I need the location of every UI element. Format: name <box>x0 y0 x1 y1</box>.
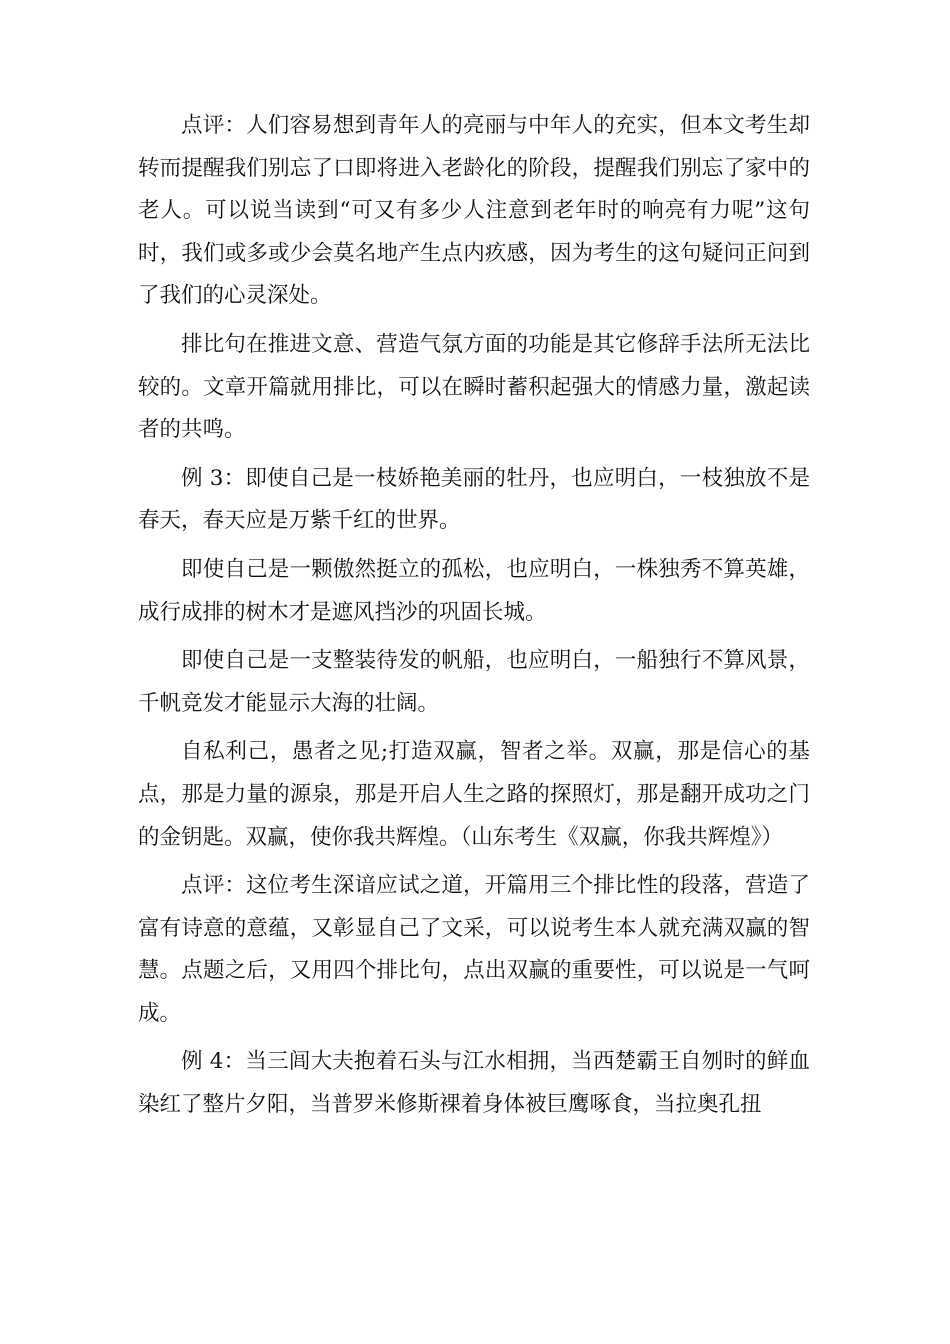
document-body <box>138 105 810 1127</box>
paragraph-win-win: 自私利己，愚者之见;打造双赢，智者之举。双赢，那是信心的基点，那是力量的源泉，那是开启人生之路的探照灯，那是翻开成功之门的金钥匙。双赢，使你我共辉煌。（山东考生《双赢，你我共辉煌》） <box>138 739 810 850</box>
paragraph-example-4: 例 4：当三闾大夫抱着石头与江水相拥，当西楚霸王自刎时的鲜血染红了整片夕阳，当普罗米修斯裸着身体被巨鹰啄食，当拉奥孔扭 <box>138 1049 810 1118</box>
paragraph-example-3: 例 3：即使自己是一枝娇艳美丽的牡丹，也应明白，一枝独放不是春天，春天应是万紫千红的世界。 <box>138 465 810 534</box>
paragraph-pine: 即使自己是一颗傲然挺立的孤松，也应明白，一株独秀不算英雄，成行成排的树木才是遮风挡沙的巩固长城。 <box>138 556 810 625</box>
paragraph-sailboat: 即使自己是一支整装待发的帆船，也应明白，一船独行不算风景，千帆竞发才能显示大海的壮阔。 <box>138 648 810 716</box>
paragraph-comment-2: 点评：这位考生深谙应试之道，开篇用三个排比性的段落，营造了富有诗意的意蕴，又彰显自己了文采，可以说考生本人就充满双赢的智慧。点题之后，又用四个排比句，点出双赢的重要性，可以说是一气呵成。 <box>138 873 810 1026</box>
paragraph-comment-1: 点评：人们容易想到青年人的亮丽与中年人的充实，但本文考生却转而提醒我们别忘了口即将进入老龄化的阶段，提醒我们别忘了家中的老人。可以说当读到“可又有多少人注意到老年时的响亮有力呢”这句时，我们或多或少会莫名地产生点内疚感，因为考生的这句疑问正问到了我们的心灵深处。 <box>138 113 810 309</box>
paragraph-parallelism: 排比句在推进文意、营造气氛方面的功能是其它修辞手法所无法比较的。文章开篇就用排比，可以在瞬时蓄积起强大的情感力量，激起读者的共鸣。 <box>138 331 810 443</box>
